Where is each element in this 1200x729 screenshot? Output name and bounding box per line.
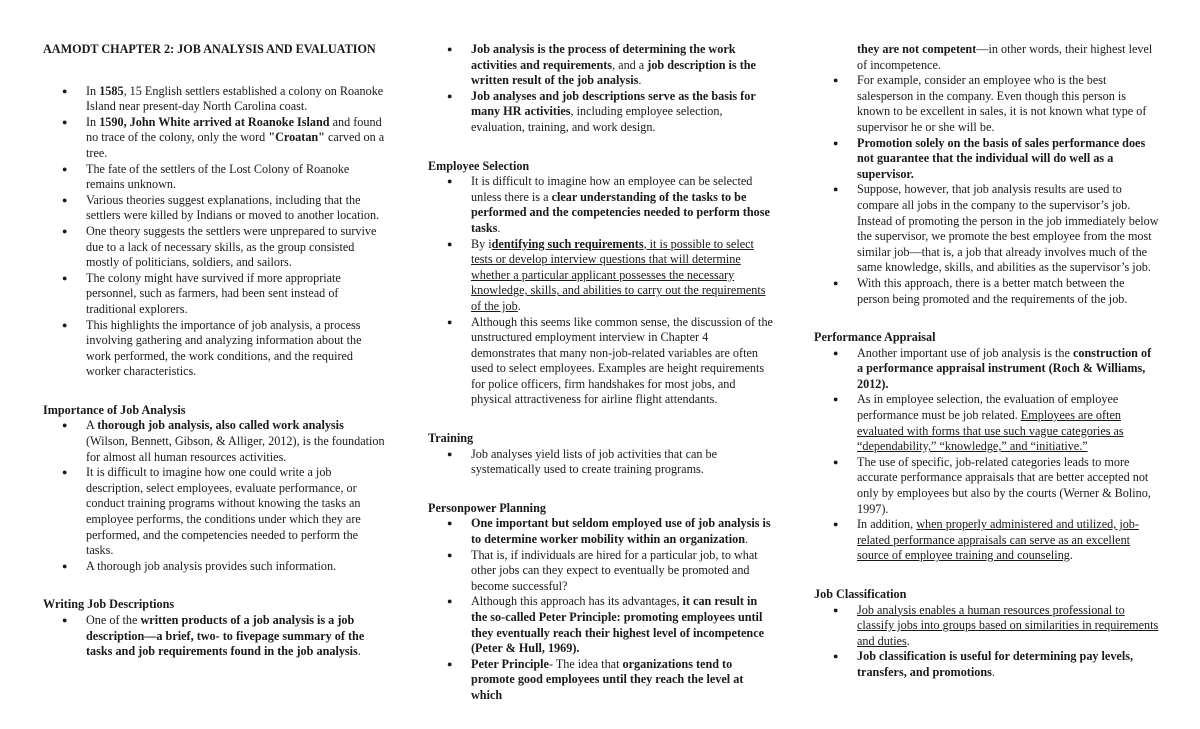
text-run: Another important use of job analysis is the bbox=[857, 345, 1073, 360]
text-run: It is difficult to imagine how an employee can be selected unless there is a bbox=[471, 174, 753, 204]
document-title: AAMODT CHAPTER 2: JOB ANALYSIS AND EVALUATION bbox=[43, 42, 376, 56]
text-run: "Croatan" bbox=[268, 130, 325, 145]
bullet-item bbox=[814, 603, 1159, 650]
text-run: In bbox=[86, 83, 100, 98]
bullet-item bbox=[428, 237, 773, 315]
personpower-list bbox=[428, 516, 773, 703]
bullet-item bbox=[43, 418, 388, 465]
bullet-item bbox=[43, 465, 388, 559]
bullet-item bbox=[814, 455, 1159, 517]
text-run: In bbox=[86, 114, 100, 129]
bullet-item bbox=[43, 271, 388, 318]
text-run: It is difficult to imagine how one could write a job description, select employees, evaluate performance, or conduct training programs without knowing the tasks an employee performs, the conditions under which they are performed, and the competencies needed to perform the tasks. bbox=[86, 465, 361, 558]
text-run: Promotion solely on the basis of sales performance does not guarantee that the individual will do well as a supervisor. bbox=[857, 135, 1146, 181]
text-run: it can result in the so-called Peter Principle: promoting employees until they eventually reach their highest level of incompetence (Peter & Hull, 1969). bbox=[471, 594, 765, 656]
bullet-item bbox=[43, 162, 388, 193]
text-run: Although this approach has its advantages, bbox=[471, 594, 683, 609]
bullet-item bbox=[428, 174, 773, 236]
section-heading-writing: Writing Job Descriptions bbox=[43, 597, 175, 612]
text-run: Job analysis is the process of determining the work activities and requirements bbox=[471, 42, 736, 72]
text-run: In addition, bbox=[857, 517, 917, 532]
section-heading-training: Training bbox=[428, 431, 474, 446]
column-left bbox=[43, 42, 388, 660]
text-run: , and a bbox=[612, 57, 648, 72]
bullet-item bbox=[814, 649, 1159, 680]
text-run: Employees are often evaluated with forms that use such vague categories as “dependability,” “knowledge,” and “initiative.” bbox=[857, 408, 1124, 454]
column-middle bbox=[428, 42, 773, 704]
text-run: A bbox=[86, 418, 98, 433]
text-run: This highlights the importance of job analysis, a process involving gathering and analyzing information about the work performed, the work conditions, and the required worker characteristics. bbox=[86, 317, 362, 379]
text-run: Peter Principle bbox=[471, 656, 549, 671]
text-run: One of the bbox=[86, 613, 141, 627]
text-run: . bbox=[517, 298, 521, 313]
text-run: and found no trace of the colony, only the word bbox=[86, 114, 382, 145]
text-run: —in other words, their highest level of incompetence. bbox=[857, 42, 1153, 72]
bullet-item-continued bbox=[814, 42, 1159, 73]
text-run: . bbox=[357, 644, 361, 659]
appraisal-list bbox=[814, 346, 1159, 564]
text-run: The fate of the settlers of the Lost Colony of Roanoke remains unknown. bbox=[86, 161, 350, 192]
text-run: With this approach, there is a better match between the person being promoted and the requirements of the job. bbox=[857, 275, 1128, 306]
classification-list bbox=[814, 603, 1159, 681]
bullet-item bbox=[428, 548, 773, 595]
text-run: The colony might have survived if more appropriate personnel, such as farmers, had been sent instead of traditional explorers. bbox=[86, 270, 341, 316]
text-run: thorough job analysis, also called work analysis bbox=[97, 418, 344, 433]
text-run: job description is the written result of the job analysis bbox=[471, 57, 756, 88]
text-run: Suppose, however, that job analysis results are used to compare all jobs in the company to the supervisor’s job. Instead of promoting the person in the job immediately below the supervisor, we promote the best employee from the most similar job—that is, a job that already involves much of the same knowledge, skills, and abilities as the supervisor’s job. bbox=[857, 182, 1159, 275]
bullet-item bbox=[428, 89, 773, 136]
text-run: One important but seldom employed use of job analysis is to determine worker mobility within an organization bbox=[471, 516, 771, 547]
personpower-list-continued bbox=[814, 42, 1159, 73]
text-run: clear understanding of the tasks to be performed and the competencies needed to perform those tasks bbox=[471, 189, 770, 235]
bullet-item bbox=[428, 516, 773, 547]
text-run: construction of a performance appraisal instrument (Roch & Williams, 2012). bbox=[857, 345, 1152, 391]
column-right bbox=[814, 42, 1159, 681]
text-run: written products of a job analysis is a job description—a brief, two- to fivepage summary of the tasks and job requirements found in the job analysis bbox=[86, 613, 365, 659]
text-run: . bbox=[906, 633, 910, 648]
training-list bbox=[428, 447, 773, 478]
text-run: That is, if individuals are hired for a particular job, to what other jobs can they expect to eventually be promoted and become successful? bbox=[471, 547, 758, 593]
text-run: 1590, John White arrived at Roanoke Island bbox=[99, 114, 330, 129]
importance-list bbox=[43, 418, 388, 574]
text-run: , it is possible to select tests or develop interview questions that will determine whether a particular applicant possesses the necessary knowledge, skills, and abilities to carry out the requirements of the job bbox=[471, 236, 766, 313]
writing-list-continued bbox=[428, 42, 773, 136]
personpower-list-continued-2 bbox=[814, 73, 1159, 307]
text-run: For example, consider an employee who is the best salesperson in the company. Even though this person is known to be excellent in sales, it is not known what type of supervisor he or she will be. bbox=[857, 73, 1147, 134]
text-run: As in employee selection, the evaluation of employee performance must be job related. bbox=[857, 392, 1119, 423]
text-run: The use of specific, job-related categories leads to more accurate performance appraisals that are better accepted not only by employees but also by the courts (Werner & Bolino, 1997). bbox=[857, 454, 1151, 516]
bullet-item bbox=[814, 276, 1159, 307]
bullet-item bbox=[814, 346, 1159, 393]
text-run: . bbox=[497, 220, 501, 235]
text-run: One theory suggests the settlers were unprepared to survive due to a lack of necessary skills, as the group consisted mostly of politicians, soldiers, and sailors. bbox=[86, 223, 377, 270]
bullet-item bbox=[814, 392, 1159, 454]
section-heading-appraisal: Performance Appraisal bbox=[814, 330, 936, 345]
bullet-item bbox=[814, 517, 1159, 564]
bullet-item bbox=[814, 136, 1159, 183]
bullet-item bbox=[814, 73, 1159, 135]
text-run: . bbox=[991, 664, 995, 679]
bullet-item bbox=[43, 559, 388, 575]
text-run: , 15 English settlers established a colony on Roanoke Island near present-day North Carolina coast. bbox=[86, 83, 384, 114]
text-run: . bbox=[638, 73, 642, 88]
intro-list bbox=[43, 84, 388, 380]
bullet-item bbox=[428, 42, 773, 89]
bullet-item bbox=[428, 657, 773, 704]
text-run: A thorough job analysis provides such information. bbox=[86, 558, 337, 573]
text-run: 1585 bbox=[99, 83, 124, 98]
bullet-item bbox=[428, 594, 773, 656]
bullet-item bbox=[43, 318, 388, 380]
text-run: By i bbox=[471, 236, 492, 251]
text-run: (Wilson, Bennett, Gibson, & Alliger, 2012), is the foundation for almost all human resources activities. bbox=[86, 434, 385, 464]
text-run: Although this seems like common sense, the discussion of the unstructured employment interview in Chapter 4 demonstrates that many non-job-related variables are often used to select employees. Examples are height requirements for police officers, firm handshakes for most jobs, and physical attractiveness for airline flight attendants. bbox=[471, 314, 773, 407]
text-run: Job analyses yield lists of job activities that can be systematically used to create training programs. bbox=[471, 446, 718, 477]
bullet-item bbox=[43, 193, 388, 224]
text-run: Job analyses and job descriptions serve as the basis for many HR activities bbox=[471, 88, 756, 119]
section-heading-classification: Job Classification bbox=[814, 587, 907, 601]
bullet-item bbox=[43, 224, 388, 271]
text-run: Various theories suggest explanations, including that the settlers were killed by Indians or moved to another location. bbox=[86, 192, 380, 223]
bullet-item bbox=[428, 315, 773, 409]
text-run: carved on a tree. bbox=[86, 130, 385, 160]
writing-list bbox=[43, 613, 388, 660]
text-run: . bbox=[1069, 548, 1073, 563]
text-run: they are not competent bbox=[857, 42, 977, 56]
text-run: , including employee selection, evaluation, training, and work design. bbox=[471, 104, 723, 134]
bullet-item bbox=[43, 613, 388, 660]
text-run: - The idea that bbox=[548, 656, 623, 671]
text-run: Job analysis enables a human resources professional to classify jobs into groups based on similarities in requirements and duties bbox=[857, 602, 1159, 648]
text-run: . bbox=[744, 532, 749, 547]
bullet-item bbox=[428, 447, 773, 478]
section-heading-selection: Employee Selection bbox=[428, 158, 530, 173]
text-run: when properly administered and utilized, job-related performance appraisals can serve as an excellent source of employee training and counseling bbox=[857, 517, 1139, 563]
section-heading-importance: Importance of Job Analysis bbox=[43, 402, 186, 417]
section-heading-personpower: Personpower Planning bbox=[428, 500, 546, 515]
text-run: organizations tend to promote good employees until they reach the level at which bbox=[471, 656, 744, 702]
bullet-item bbox=[43, 115, 388, 162]
bullet-item bbox=[43, 84, 388, 115]
selection-list bbox=[428, 174, 773, 408]
text-run: dentifying such requirements bbox=[491, 236, 644, 251]
bullet-item bbox=[814, 182, 1159, 276]
text-run: Job classification is useful for determining pay levels, transfers, and promotions bbox=[857, 649, 1134, 679]
